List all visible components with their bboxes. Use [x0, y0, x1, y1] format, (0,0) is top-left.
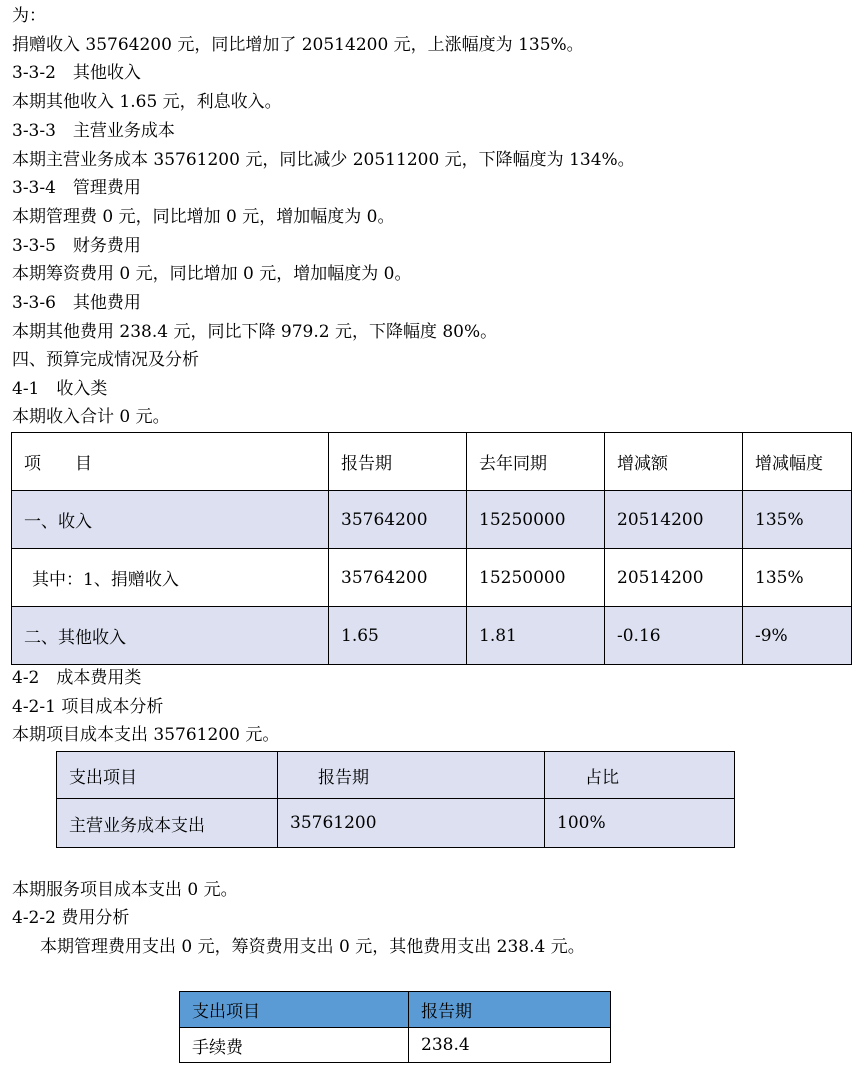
- table-header-cell: 报告期: [278, 752, 545, 799]
- table-header-cell: 去年同期: [467, 433, 605, 491]
- table-cell: 35764200: [329, 549, 467, 607]
- table-header-cell: 增减幅度: [743, 433, 852, 491]
- table-header-cell: 占比: [545, 752, 735, 799]
- table-header-cell: 报告期: [409, 992, 611, 1028]
- project-cost-table: [56, 751, 735, 848]
- table-header-row: [180, 992, 611, 1028]
- text-line: 本期项目成本支出 35761200 元。: [12, 725, 280, 745]
- text-line: 本期收入合计 0 元。: [12, 407, 170, 427]
- section-heading: 4-1 收入类: [12, 379, 108, 399]
- table-cell: -9%: [743, 607, 852, 665]
- text-line: 为：: [12, 6, 46, 26]
- table-cell: 35761200: [278, 799, 545, 848]
- section-heading: 3-3-6 其他费用: [12, 293, 141, 313]
- income-table: [11, 432, 852, 665]
- table-cell: 35764200: [329, 491, 467, 549]
- text-line: 本期筹资费用 0 元，同比增加 0 元，增加幅度为 0。: [12, 264, 412, 284]
- table-header-cell: 支出项目: [57, 752, 278, 799]
- table-cell: 二、其他收入: [12, 607, 329, 665]
- text-line: 本期管理费 0 元，同比增加 0 元，增加幅度为 0。: [12, 207, 395, 227]
- section-heading: 3-3-4 管理费用: [12, 178, 141, 198]
- text-line: 本期其他费用 238.4 元，同比下降 979.2 元，下降幅度 80%。: [12, 322, 498, 342]
- table-header-row: [57, 752, 735, 799]
- table-row: [12, 549, 852, 607]
- section-heading: 3-3-3 主营业务成本: [12, 121, 175, 141]
- text-line: 本期服务项目成本支出 0 元。: [12, 880, 238, 900]
- text-line: 本期管理费用支出 0 元，筹资费用支出 0 元，其他费用支出 238.4 元。: [40, 937, 585, 957]
- table-cell: 一、收入: [12, 491, 329, 549]
- table-row: [57, 799, 735, 848]
- section-heading: 4-2 成本费用类: [12, 668, 142, 688]
- table-cell: -0.16: [605, 607, 743, 665]
- table-header-cell: 支出项目: [180, 992, 409, 1028]
- table-cell: 20514200: [605, 491, 743, 549]
- table-header-row: [12, 433, 852, 491]
- table-cell: 1.81: [467, 607, 605, 665]
- expense-table: [179, 991, 611, 1063]
- section-heading: 四、预算完成情况及分析: [12, 350, 199, 370]
- table-header-cell: 项 目: [12, 433, 329, 491]
- table-cell: 238.4: [409, 1028, 611, 1063]
- table-row: [12, 607, 852, 665]
- table-cell: 主营业务成本支出: [57, 799, 278, 848]
- section-heading: 4-2-2 费用分析: [12, 908, 130, 928]
- table-header-cell: 报告期: [329, 433, 467, 491]
- table-cell: 135%: [743, 491, 852, 549]
- table-header-cell: 增减额: [605, 433, 743, 491]
- section-heading: 3-3-2 其他收入: [12, 63, 141, 83]
- text-line: 本期其他收入 1.65 元，利息收入。: [12, 92, 282, 112]
- section-heading: 3-3-5 财务费用: [12, 236, 141, 256]
- table-row: [12, 491, 852, 549]
- text-line: 本期主营业务成本 35761200 元，同比减少 20511200 元，下降幅度为 134%。: [12, 150, 635, 170]
- table-cell: 15250000: [467, 549, 605, 607]
- table-cell: 100%: [545, 799, 735, 848]
- table-cell: 其中：1、捐赠收入: [12, 549, 329, 607]
- table-cell: 135%: [743, 549, 852, 607]
- table-cell: 15250000: [467, 491, 605, 549]
- table-row: [180, 1028, 611, 1063]
- text-line: 捐赠收入 35764200 元，同比增加了 20514200 元，上涨幅度为 135%。: [12, 35, 584, 55]
- table-cell: 20514200: [605, 549, 743, 607]
- section-heading: 4-2-1 项目成本分析: [12, 697, 164, 717]
- table-cell: 1.65: [329, 607, 467, 665]
- table-cell: 手续费: [180, 1028, 409, 1063]
